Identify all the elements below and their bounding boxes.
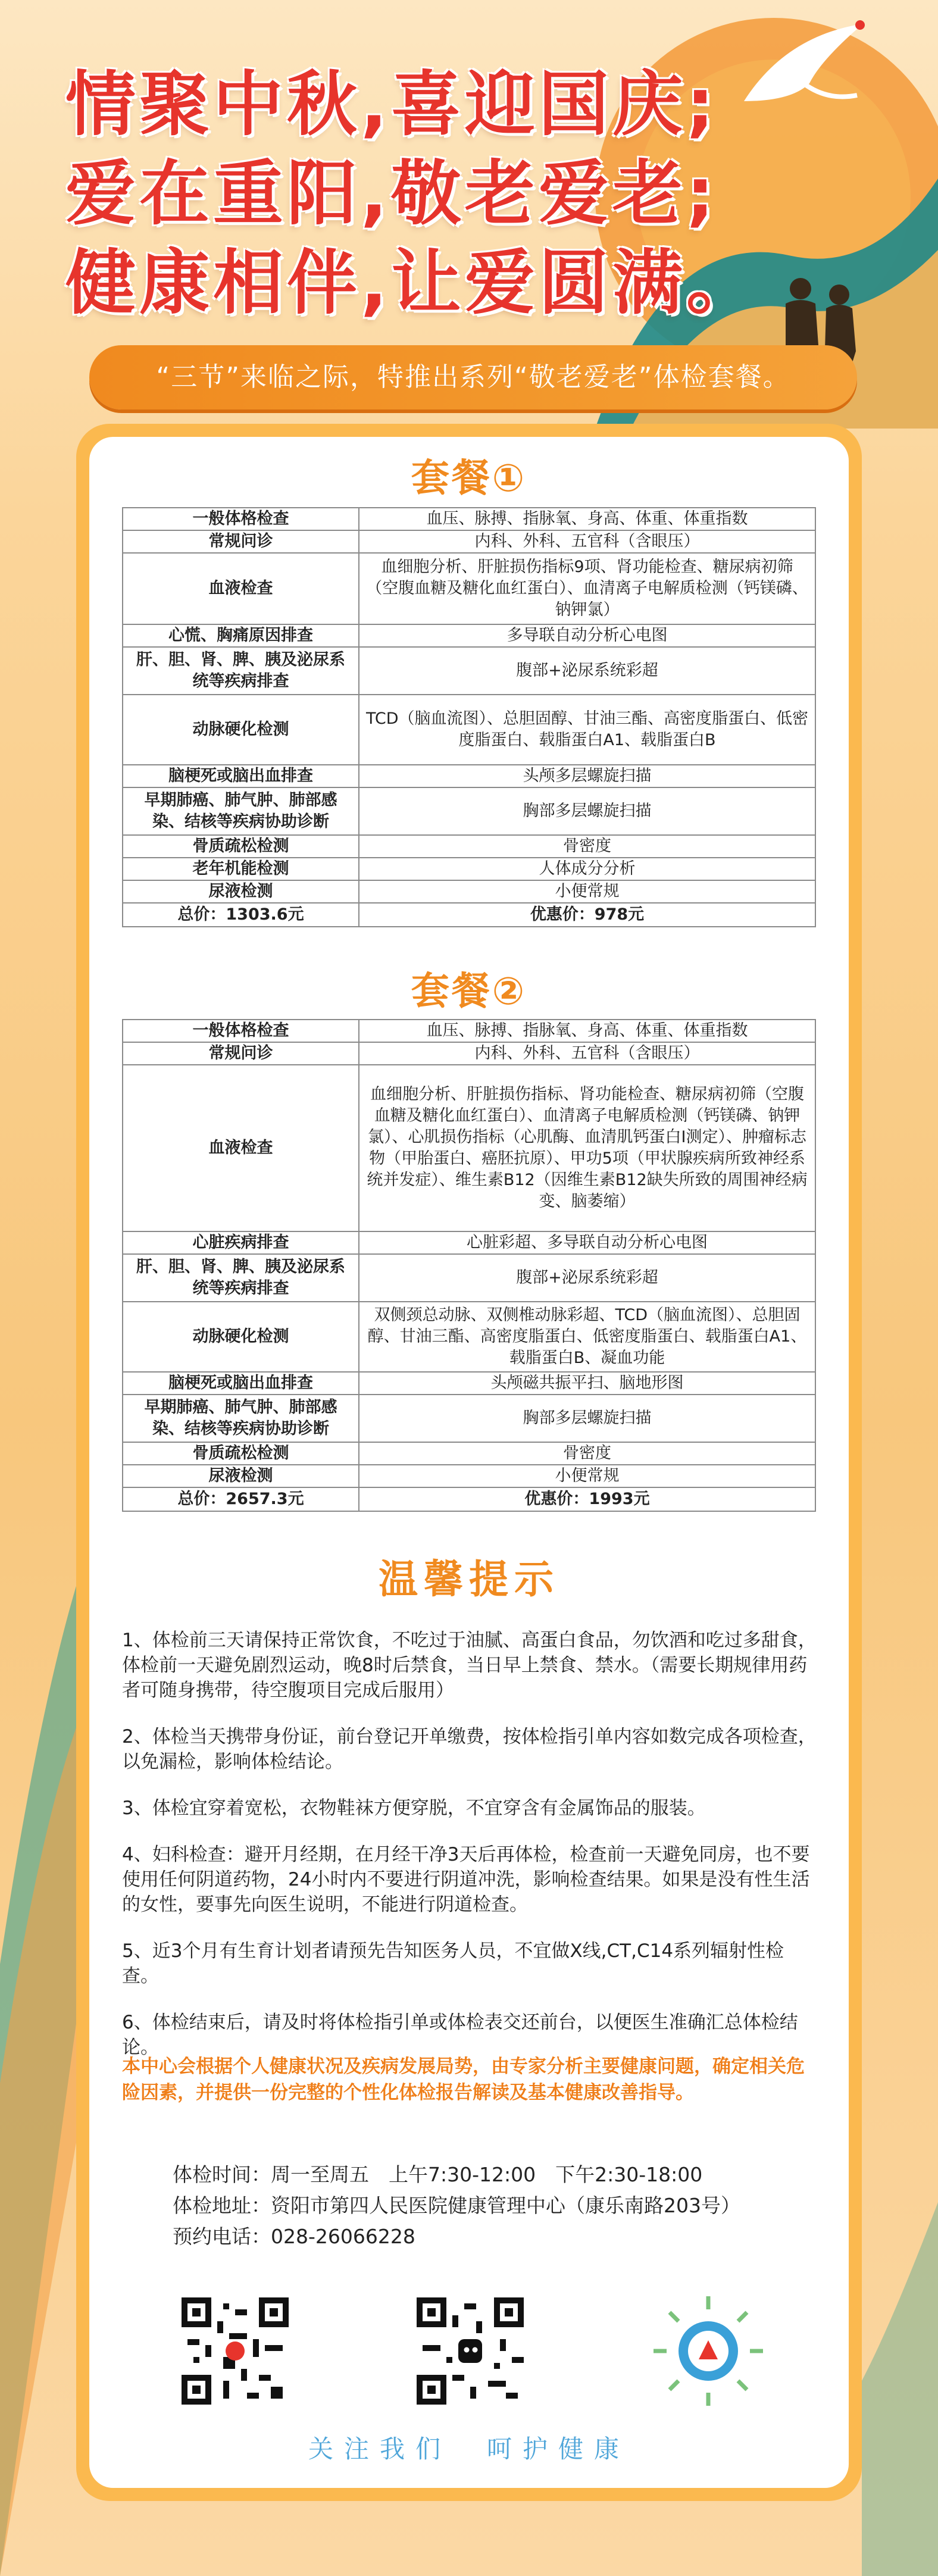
exam-detail: 血压、脉搏、指脉氧、身高、体重、体重指数 xyxy=(359,508,815,530)
exam-detail: 内科、外科、五官科（含眼压） xyxy=(359,530,815,553)
exam-detail: 腹部+泌尿系统彩超 xyxy=(359,647,815,695)
table-row xyxy=(123,624,815,647)
intro-banner: “三节”来临之际，特推出系列“敬老爱老”体检套餐。 xyxy=(89,345,857,409)
table-row xyxy=(123,508,815,530)
exam-time: 体检时间：周一至周五 上午7:30-12:00 下午2:30-18:00 xyxy=(173,2163,703,2186)
table-row xyxy=(123,1065,815,1231)
exam-detail: TCD（脑血流图）、总胆固醇、甘油三酯、高密度脂蛋白、低密度脂蛋白、载脂蛋白A1、载脂蛋白B xyxy=(359,695,815,765)
table-row xyxy=(123,1395,815,1442)
exam-detail: 胸部多层螺旋扫描 xyxy=(359,787,815,835)
table-row xyxy=(123,1042,815,1065)
exam-detail: 骨密度 xyxy=(359,1442,815,1465)
exam-item: 心脏疾病排查 xyxy=(123,1231,359,1254)
qr-code-icon[interactable] xyxy=(176,2291,295,2411)
table-row xyxy=(123,787,815,835)
exam-detail: 人体成分分析 xyxy=(359,858,815,880)
tip-item: 1、体检前三天请保持正常饮食，不吃过于油腻、高蛋白食品，勿饮酒和吃过多甜食，体检前一天避免剧烈运动，晚8时后禁食，当日早上禁食、禁水。（需要长期规律用药者可随身携带，待空腹项目完成后服用） xyxy=(122,1630,817,1701)
service-note: 本中心会根据个人健康状况及疾病发展局势，由专家分析主要健康问题，确定相关危险因素，并提供一份完整的个性化体检报告解读及基本健康改善指导。 xyxy=(122,2056,805,2103)
exam-item: 常规问诊 xyxy=(123,1042,359,1065)
package2-title: 套餐② xyxy=(411,970,527,1014)
exam-detail: 骨密度 xyxy=(359,835,815,858)
exam-address: 体检地址：资阳市第四人民医院健康管理中心（康乐南路203号） xyxy=(173,2194,740,2217)
hero-title-line: 爱在重阳,敬老爱老; xyxy=(65,152,718,235)
exam-item: 常规问诊 xyxy=(123,530,359,553)
exam-detail: 血细胞分析、肝脏损伤指标、肾功能检查、糖尿病初筛（空腹血糖及糖化血红蛋白）、血清离子电解质检测（钙镁磷、钠钾氯）、心肌损伤指标（心肌酶、血清肌钙蛋白I测定）、肿瘤标志物（甲胎蛋白、癌胚抗原）、甲功5项（甲状腺疾病所致神经系统并发症）、维生素B12（因维生素B12缺失所致的周围神经病变、脑萎缩） xyxy=(359,1065,815,1231)
exam-detail: 内科、外科、五官科（含眼压） xyxy=(359,1042,815,1065)
exam-item: 肝、胆、肾、脾、胰及泌尿系统等疾病排查 xyxy=(123,647,359,695)
tip-item: 2、体检当天携带身份证，前台登记开单缴费，按体检指引单内容如数完成各项检查，以免漏检，影响体检结论。 xyxy=(122,1726,817,1772)
contact-info xyxy=(173,2159,740,2252)
tips-list xyxy=(122,1628,818,2081)
table-row xyxy=(123,1020,815,1042)
table-row xyxy=(123,765,815,787)
table-row xyxy=(123,1465,815,1487)
mini-program-code-icon[interactable] xyxy=(649,2291,768,2411)
exam-detail: 头颅多层螺旋扫描 xyxy=(359,765,815,787)
exam-detail: 血压、脉搏、指脉氧、身高、体重、体重指数 xyxy=(359,1020,815,1042)
table-row xyxy=(123,647,815,695)
price-row xyxy=(123,903,815,927)
exam-item: 动脉硬化检测 xyxy=(123,1302,359,1372)
exam-detail: 多导联自动分析心电图 xyxy=(359,624,815,647)
exam-detail: 血细胞分析、肝脏损伤指标9项、肾功能检查、糖尿病初筛（空腹血糖及糖化血红蛋白）、血清离子电解质检测（钙镁磷、钠钾氯） xyxy=(359,553,815,624)
exam-item: 一般体格检查 xyxy=(123,508,359,530)
exam-item: 骨质疏松检测 xyxy=(123,835,359,858)
exam-item: 血液检查 xyxy=(123,553,359,624)
table-row xyxy=(123,858,815,880)
tip-item: 4、妇科检查：避开月经期，在月经干净3天后再体检，检查前一天避免同房，也不要使用任何阴道药物，24小时内不要进行阴道冲洗，影响检查结果。如果是没有性生活的女性，要事先向医生说明，不能进行阴道检查。 xyxy=(122,1844,810,1915)
package1-table xyxy=(122,507,816,927)
discount-price: 优惠价：1993元 xyxy=(359,1487,815,1511)
table-row xyxy=(123,553,815,624)
tip-item: 6、体检结束后，请及时将体检指引单或体检表交还前台，以便医生准确汇总体检结论。 xyxy=(122,2012,798,2058)
exam-detail: 胸部多层螺旋扫描 xyxy=(359,1395,815,1442)
table-row xyxy=(123,835,815,858)
footer-slogan: 关注我们 呵护健康 xyxy=(308,2434,630,2464)
table-row xyxy=(123,880,815,903)
package2-table xyxy=(122,1019,816,1512)
exam-item: 骨质疏松检测 xyxy=(123,1442,359,1465)
tip-item: 3、体检宜穿着宽松，衣物鞋袜方便穿脱，不宜穿含有金属饰品的服装。 xyxy=(122,1797,706,1819)
hero-title-line: 情聚中秋,喜迎国庆; xyxy=(65,63,718,145)
exam-item: 早期肺癌、肺气肿、肺部感染、结核等疾病协助诊断 xyxy=(123,787,359,835)
total-price: 总价：2657.3元 xyxy=(123,1487,359,1511)
exam-detail: 小便常规 xyxy=(359,1465,815,1487)
exam-item: 血液检查 xyxy=(123,1065,359,1231)
table-row xyxy=(123,1442,815,1465)
exam-item: 早期肺癌、肺气肿、肺部感染、结核等疾病协助诊断 xyxy=(123,1395,359,1442)
exam-item: 脑梗死或脑出血排查 xyxy=(123,1372,359,1395)
table-row xyxy=(123,1254,815,1302)
exam-item: 尿液检测 xyxy=(123,1465,359,1487)
hero-title xyxy=(65,60,780,327)
table-row xyxy=(123,530,815,553)
total-price: 总价：1303.6元 xyxy=(123,903,359,927)
tips-title: 温馨提示 xyxy=(379,1556,559,1602)
price-row xyxy=(123,1487,815,1511)
discount-price: 优惠价：978元 xyxy=(359,903,815,927)
exam-item: 心慌、胸痛原因排查 xyxy=(123,624,359,647)
table-row xyxy=(123,1231,815,1254)
tip-item: 5、近3个月有生育计划者请预先告知医务人员，不宜做X线,CT,C14系列辐射性检查。 xyxy=(122,1940,784,1987)
exam-item: 动脉硬化检测 xyxy=(123,695,359,765)
table-row xyxy=(123,1372,815,1395)
exam-detail: 头颅磁共振平扫、脑地形图 xyxy=(359,1372,815,1395)
exam-item: 老年机能检测 xyxy=(123,858,359,880)
table-row xyxy=(123,1302,815,1372)
exam-detail: 心脏彩超、多导联自动分析心电图 xyxy=(359,1231,815,1254)
exam-item: 一般体格检查 xyxy=(123,1020,359,1042)
exam-item: 尿液检测 xyxy=(123,880,359,903)
wechat-qr-code-icon[interactable] xyxy=(411,2291,530,2411)
exam-detail: 双侧颈总动脉、双侧椎动脉彩超、TCD（脑血流图）、总胆固醇、甘油三酯、高密度脂蛋白、低密度脂蛋白、载脂蛋白A1、载脂蛋白B、凝血功能 xyxy=(359,1302,815,1372)
booking-phone: 预约电话：028-26066228 xyxy=(173,2225,415,2248)
hero-title-line: 健康相伴,让爱圆满。 xyxy=(65,242,760,324)
table-row xyxy=(123,695,815,765)
exam-detail: 腹部+泌尿系统彩超 xyxy=(359,1254,815,1302)
exam-item: 肝、胆、肾、脾、胰及泌尿系统等疾病排查 xyxy=(123,1254,359,1302)
exam-detail: 小便常规 xyxy=(359,880,815,903)
package1-title: 套餐① xyxy=(411,457,527,501)
exam-item: 脑梗死或脑出血排查 xyxy=(123,765,359,787)
